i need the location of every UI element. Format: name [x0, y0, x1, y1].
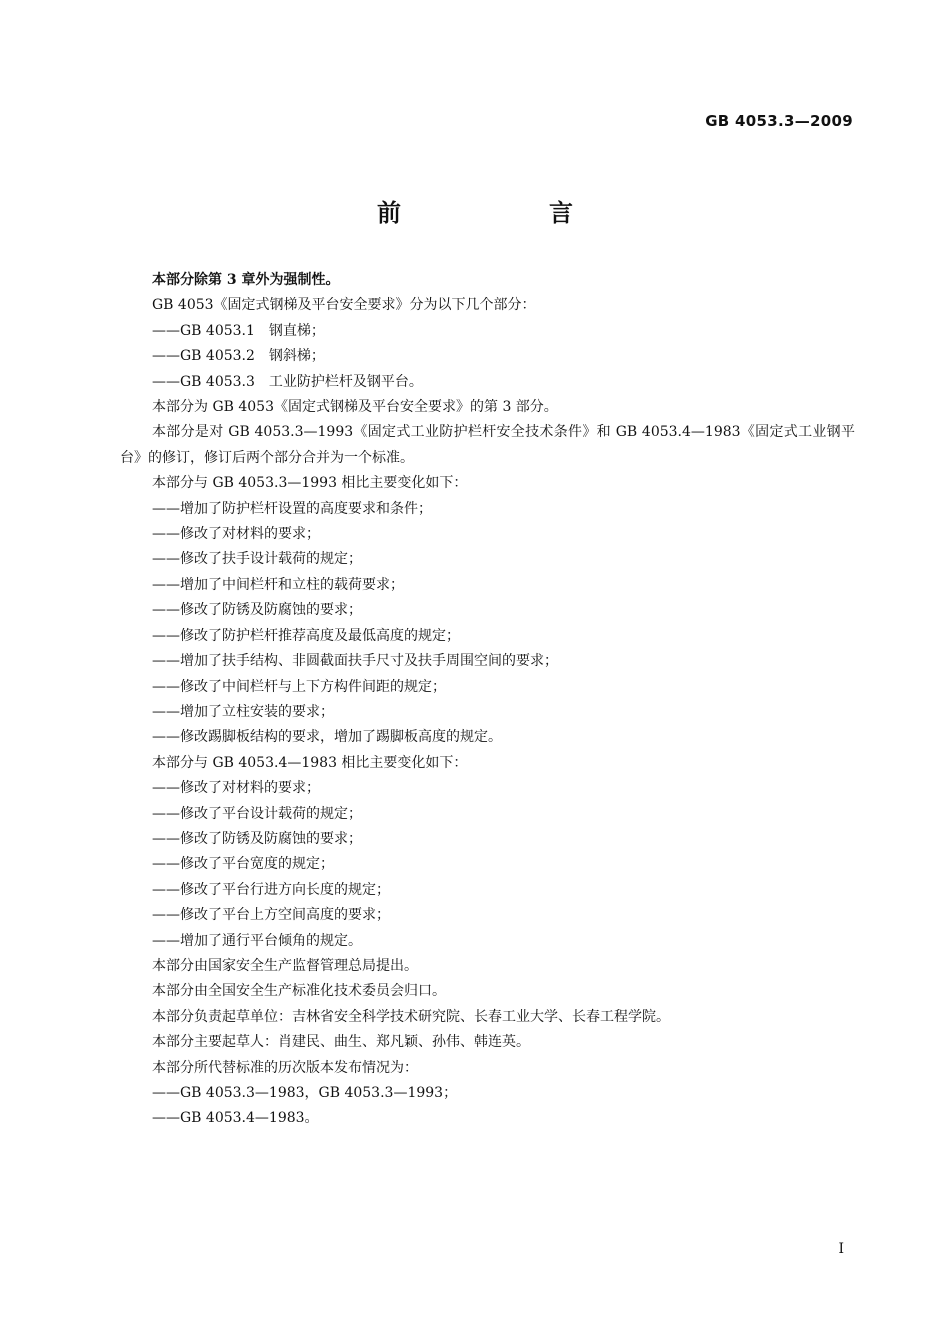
list-item: ——修改了扶手设计载荷的规定； — [152, 551, 362, 568]
list-item: ——修改了防锈及防腐蚀的要求； — [152, 830, 362, 847]
list-item: ——GB 4053.2 钢斜梯； — [152, 348, 325, 365]
page-number: I — [838, 1241, 844, 1257]
list-item: ——修改了平台行进方向长度的规定； — [152, 881, 390, 898]
list-item: ——修改了对材料的要求； — [152, 526, 320, 543]
list-item: ——GB 4053.1 钢直梯； — [152, 322, 325, 339]
paragraph: 本部分所代替标准的历次版本发布情况为： — [152, 1059, 418, 1076]
list-item: ——修改了对材料的要求； — [152, 780, 320, 797]
paragraph: GB 4053《固定式钢梯及平台安全要求》分为以下几个部分： — [152, 297, 536, 314]
paragraph: 本部分与 GB 4053.3—1993 相比主要变化如下： — [152, 475, 468, 492]
list-item: ——GB 4053.3 工业防护栏杆及钢平台。 — [152, 373, 423, 390]
foreword-body — [120, 268, 855, 1132]
list-item: ——GB 4053.3—1983，GB 4053.3—1993； — [152, 1085, 458, 1101]
list-item: ——增加了扶手结构、非圆截面扶手尺寸及扶手周围空间的要求； — [152, 653, 558, 670]
list-item: ——增加了中间栏杆和立柱的载荷要求； — [152, 576, 404, 593]
paragraph: 本部分与 GB 4053.4—1983 相比主要变化如下： — [152, 754, 468, 771]
proposer-paragraph: 本部分由国家安全生产监督管理总局提出。 — [152, 957, 418, 974]
drafters-paragraph: 本部分主要起草人：肖建民、曲生、郑凡颖、孙伟、韩连英。 — [152, 1034, 530, 1051]
list-item: ——GB 4053.4—1983。 — [152, 1110, 319, 1127]
drafting-units-paragraph: 本部分负责起草单位：吉林省安全科学技术研究院、长春工业大学、长春工程学院。 — [152, 1008, 670, 1025]
page-title: 前 言 — [377, 199, 635, 227]
list-item: ——增加了立柱安装的要求； — [152, 703, 334, 720]
list-item: ——增加了防护栏杆设置的高度要求和条件； — [152, 500, 432, 517]
list-item: ——修改踢脚板结构的要求，增加了踢脚板高度的规定。 — [152, 729, 502, 746]
centralized-paragraph: 本部分由全国安全生产标准化技术委员会归口。 — [152, 983, 446, 1000]
list-item: ——修改了平台设计载荷的规定； — [152, 805, 362, 822]
mandatory-note: 本部分除第 3 章外为强制性。 — [152, 272, 340, 288]
list-item: ——增加了通行平台倾角的规定。 — [152, 932, 362, 949]
list-item: ——修改了防护栏杆推荐高度及最低高度的规定； — [152, 627, 460, 644]
list-item: ——修改了防锈及防腐蚀的要求； — [152, 602, 362, 619]
paragraph: 本部分为 GB 4053《固定式钢梯及平台安全要求》的第 3 部分。 — [152, 399, 558, 416]
list-item: ——修改了平台上方空间高度的要求； — [152, 907, 390, 924]
list-item: ——修改了平台宽度的规定； — [152, 856, 334, 873]
paragraph: 本部分是对 GB 4053.3—1993《固定式工业防护栏杆安全技术条件》和 GB 4053.4—1983《固定式工业钢平台》的修订，修订后两个部分合并为一个标准。 — [120, 424, 855, 466]
standard-code: GB 4053.3—2009 — [705, 112, 853, 130]
list-item: ——修改了中间栏杆与上下方构件间距的规定； — [152, 678, 446, 695]
